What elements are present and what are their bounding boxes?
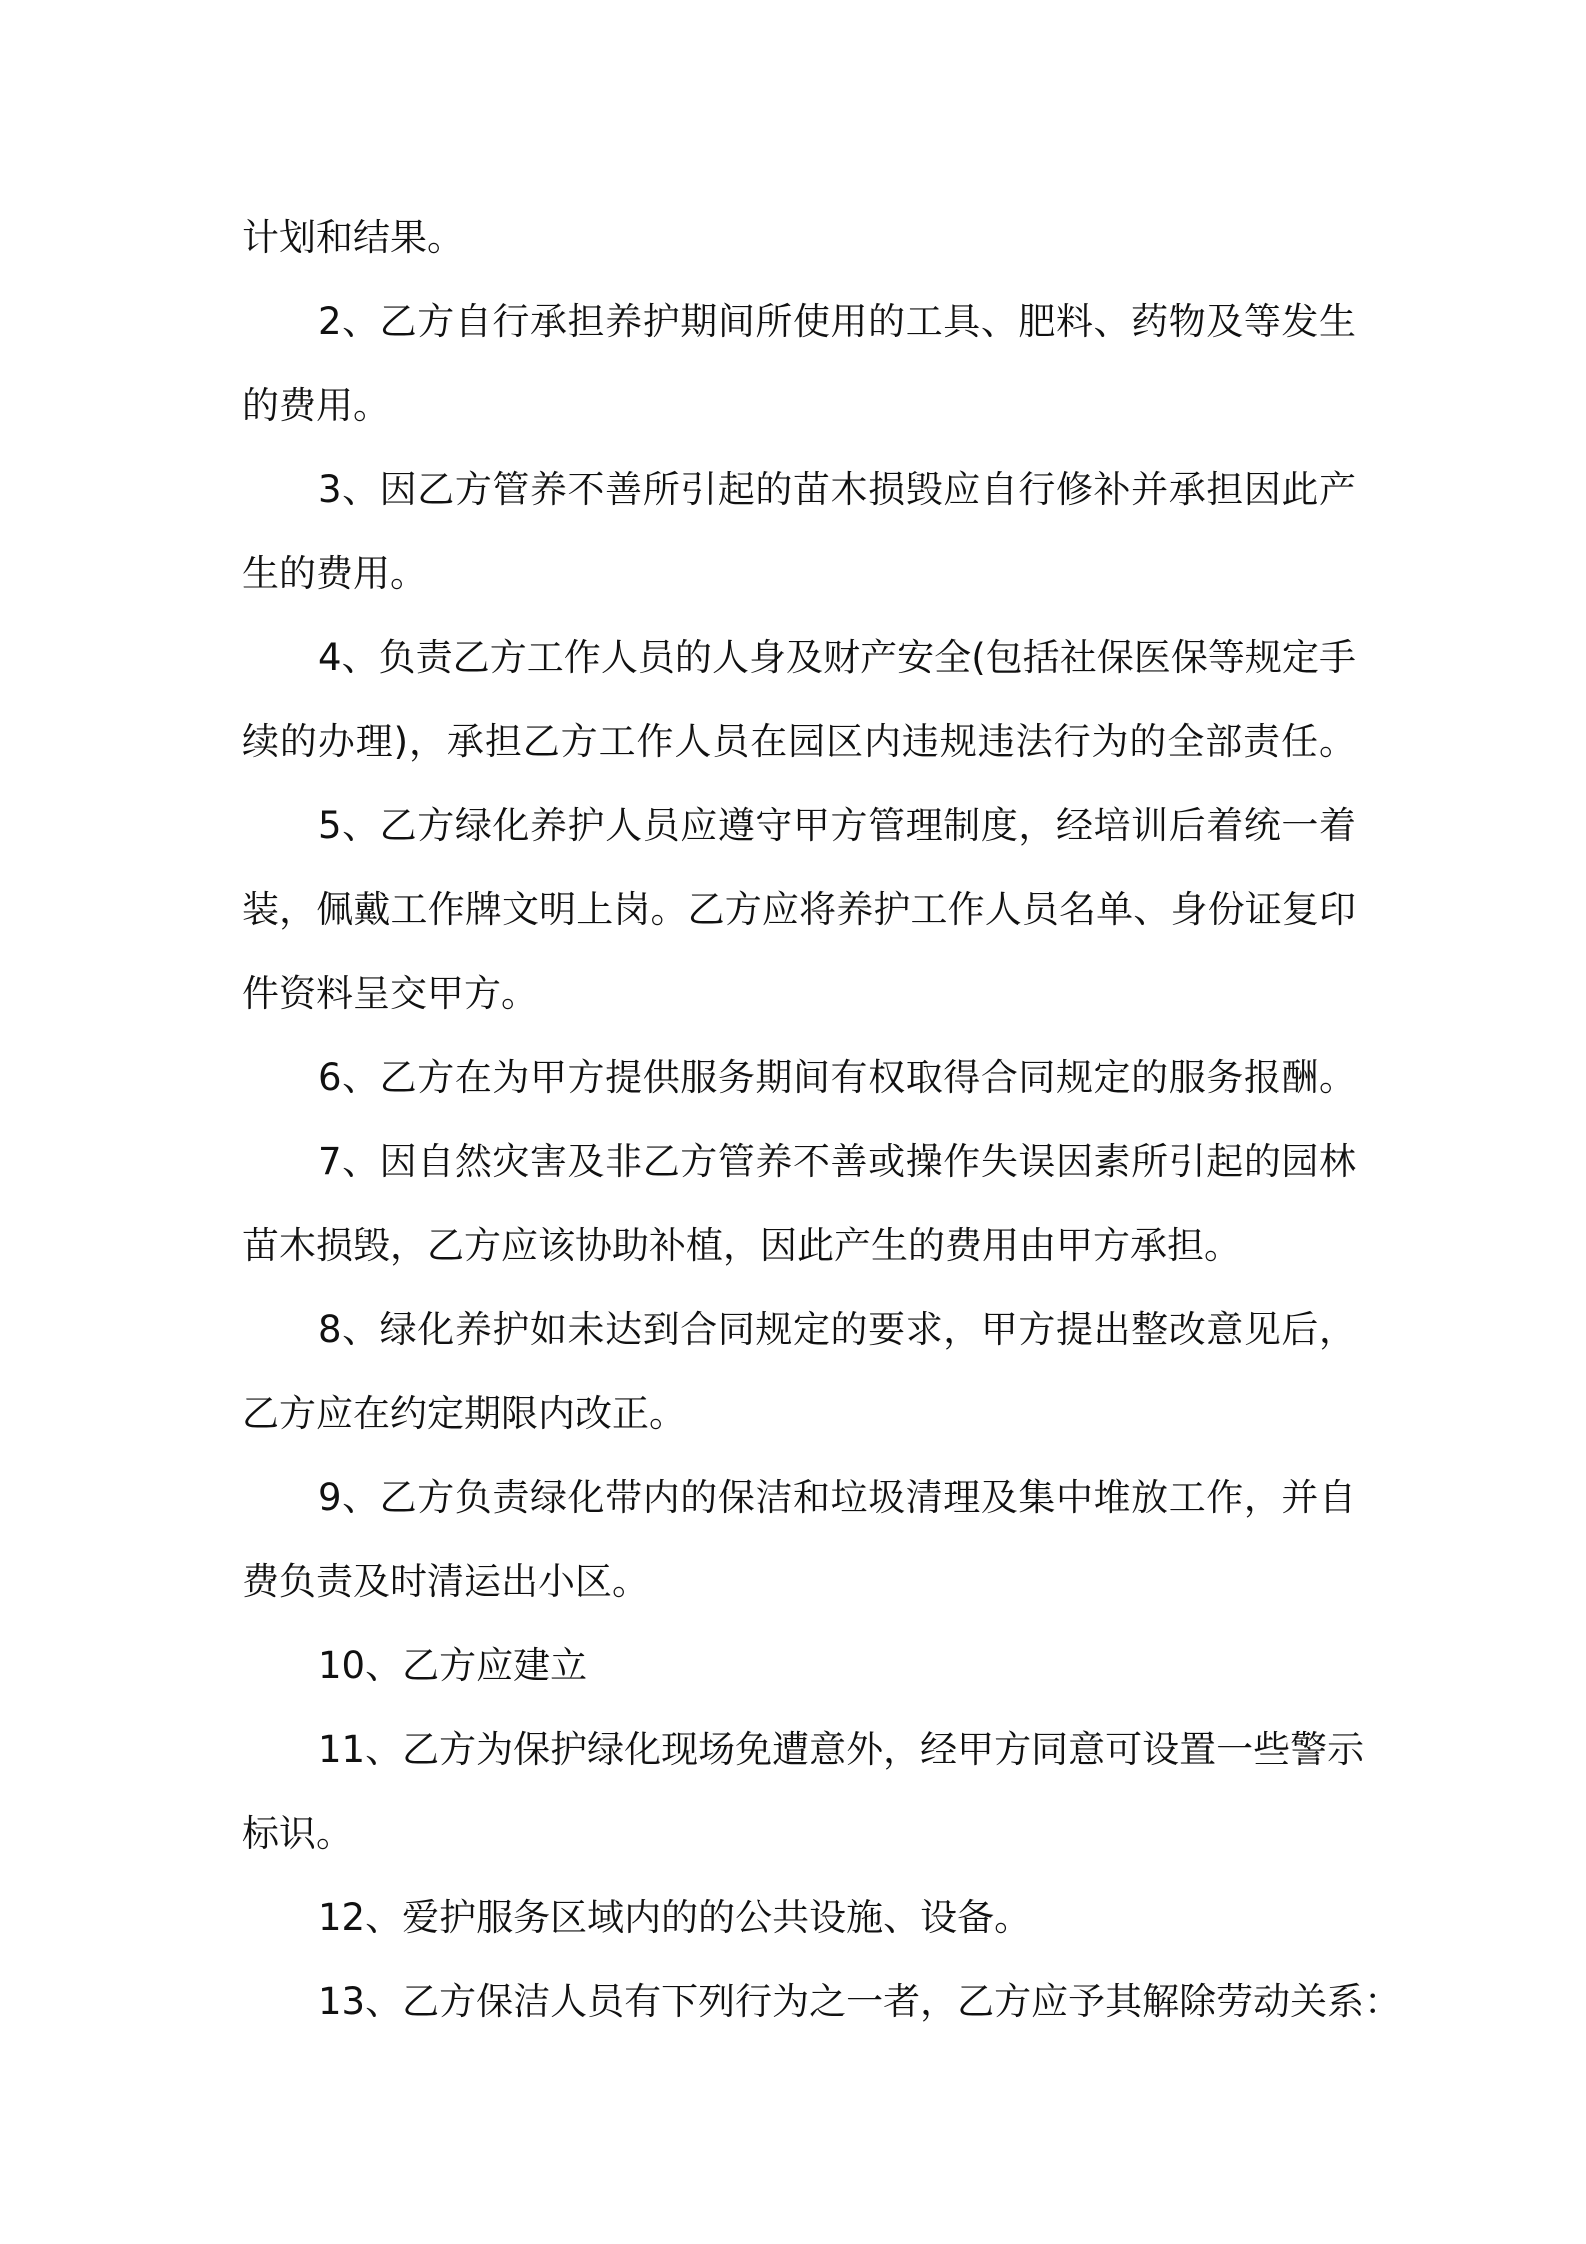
document-body	[242, 196, 1402, 2044]
text-line: 3、因乙方管养不善所引起的苗木损毁应自行修补并承担因此产	[318, 468, 1356, 511]
text-line: 的费用。	[242, 384, 390, 427]
text-line: 11、乙方为保护绿化现场免遭意外，经甲方同意可设置一些警示	[318, 1728, 1365, 1771]
text-line: 件资料呈交甲方。	[242, 972, 538, 1015]
text-line: 13、乙方保洁人员有下列行为之一者，乙方应予其解除劳动关系：	[318, 1980, 1402, 2023]
text-line: 费负责及时清运出小区。	[242, 1560, 649, 1603]
text-line: 生的费用。	[242, 552, 427, 595]
text-line: 计划和结果。	[242, 216, 464, 259]
text-line: 苗木损毁，乙方应该协助补植，因此产生的费用由甲方承担。	[242, 1224, 1241, 1267]
text-line: 5、乙方绿化养护人员应遵守甲方管理制度，经培训后着统一着	[318, 804, 1356, 847]
text-line: 标识。	[242, 1812, 353, 1855]
text-line: 10、乙方应建立	[318, 1644, 588, 1687]
text-line: 4、负责乙方工作人员的人身及财产安全(包括社保医保等规定手	[318, 636, 1356, 679]
text-line: 续的办理)，承担乙方工作人员在园区内违规违法行为的全部责任。	[242, 720, 1356, 763]
text-line: 2、乙方自行承担养护期间所使用的工具、肥料、药物及等发生	[318, 300, 1356, 343]
text-line: 9、乙方负责绿化带内的保洁和垃圾清理及集中堆放工作，并自	[318, 1476, 1356, 1519]
text-line: 12、爱护服务区域内的的公共设施、设备。	[318, 1896, 1032, 1939]
text-line: 装，佩戴工作牌文明上岗。乙方应将养护工作人员名单、身份证复印	[242, 888, 1356, 931]
text-line: 乙方应在约定期限内改正。	[242, 1392, 686, 1435]
text-line: 6、乙方在为甲方提供服务期间有权取得合同规定的服务报酬。	[318, 1056, 1356, 1099]
text-line: 8、绿化养护如未达到合同规定的要求，甲方提出整改意见后，	[318, 1308, 1356, 1351]
text-line: 7、因自然灾害及非乙方管养不善或操作失误因素所引起的园林	[318, 1140, 1356, 1183]
